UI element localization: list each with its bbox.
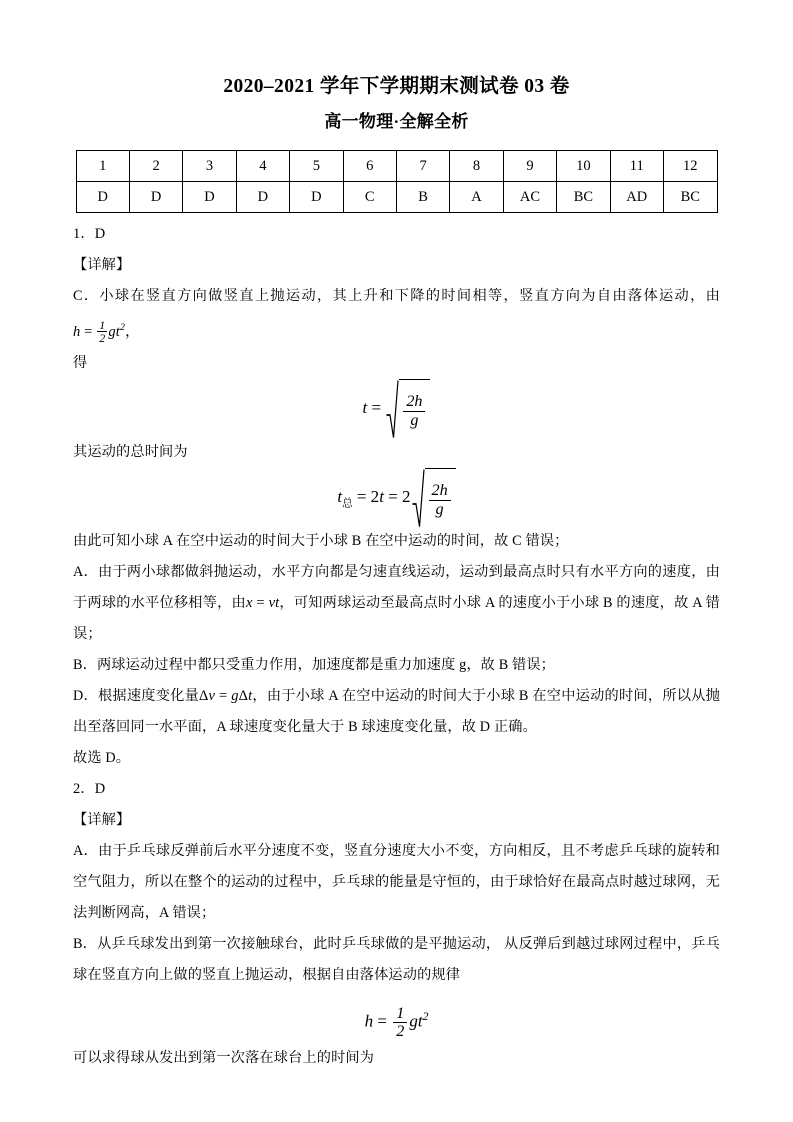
table-cell-qnum: 10 (557, 151, 610, 182)
table-cell-qnum: 1 (76, 151, 129, 182)
solution-1-paragraph-conclusion-c: 由此可知小球 A 在空中运动的时间大于小球 B 在空中运动的时间，故 C 错误； (73, 532, 569, 549)
table-cell-qnum: 7 (396, 151, 449, 182)
table-cell-answer: A (450, 182, 503, 213)
table-cell-qnum: 12 (663, 151, 717, 182)
solution-1-paragraph-total: 其运动的总时间为 (73, 443, 188, 460)
solution-1-paragraph-b: B．两球运动过程中都只受重力作用，加速度都是重力加速度 g，故 B 错误； (73, 656, 556, 673)
paragraph-text: ，可知两球运动至最高点时小球 A 的速度小于小球 B 的速度，故 A 错误； (73, 594, 720, 642)
display-equation-t-total: $t_总 = 2t = 2$ $\frac{2h}{g}$ (73, 468, 720, 526)
table-row-question-numbers (76, 151, 717, 182)
solution-1-final-answer: 故选 D。 (73, 749, 131, 766)
detail-label-2: 【详解】 (73, 811, 131, 828)
table-cell-answer: D (183, 182, 236, 213)
table-cell-answer: BC (557, 182, 610, 213)
solution-1-paragraph-c (73, 281, 720, 348)
table-cell-qnum: 5 (290, 151, 343, 182)
table-cell-answer: AC (503, 182, 556, 213)
table-cell-qnum: 3 (183, 151, 236, 182)
table-cell-answer: BC (663, 182, 717, 213)
paragraph-text: D．根据速度变化量 (73, 687, 200, 704)
inline-equation-h-gt2: h = $\frac{1}{2}$ $gt^2$ (73, 317, 126, 345)
solution-2-paragraph-a: A．由于乒乓球反弹前后水平分速度不变，竖直分速度大小不变，方向相反，且不考虑乒乓球的旋转和空气阻力，所以在整个的运动的过程中，乒乓球的能量是守恒的，由于球恰好在最高点时越过球网，无法判断网高，A 错误； (73, 842, 720, 921)
table-cell-answer: AD (610, 182, 663, 213)
table-cell-qnum: 9 (503, 151, 556, 182)
solution-1-paragraph-d (73, 681, 720, 743)
display-equation-h-gt2: h = $\frac{1}{2}$ $gt^2$ (364, 1004, 429, 1041)
solution-1-paragraph-de: 得 (73, 354, 88, 371)
table-cell-qnum: 8 (450, 151, 503, 182)
solution-heading-2: 2．D (73, 780, 106, 797)
table-cell-qnum: 4 (236, 151, 289, 182)
table-cell-answer: C (343, 182, 396, 213)
inline-equation-delta-v: Δv = gΔt (199, 687, 253, 704)
paragraph-text: ， (125, 323, 140, 340)
solution-2-paragraph-b: B．从乒乓球发出到第一次接触球台，此时乒乓球做的是平抛运动， 从反弹后到越过球网过程中，乒乓球在竖直方向上做的竖直上抛运动，根据自由落体运动的规律 (73, 935, 720, 983)
detail-label-1: 【详解】 (73, 257, 131, 273)
solution-2-paragraph-time: 可以求得球从发出到第一次落在球台上的时间为 (73, 1049, 375, 1066)
table-row-answers (76, 182, 717, 213)
solution-1-paragraph-a (73, 557, 720, 650)
table-cell-answer: D (236, 182, 289, 213)
table-cell-answer: B (396, 182, 449, 213)
solution-heading-1: 1．D (73, 226, 106, 242)
table-cell-qnum: 6 (343, 151, 396, 182)
paragraph-text: C．小球在竖直方向做竖直上抛运动，其上升和下降的时间相等，竖直方向为自由落体运动，由 (73, 288, 720, 304)
answer-key-table (76, 150, 718, 213)
table-cell-qnum: 2 (129, 151, 182, 182)
table-cell-answer: D (76, 182, 129, 213)
paragraph-text: ，由于小球 A 在空中运动的时间大于小球 B 在空中运动的时间，所以从抛出至落回同一水平面，A 球速度变化量大于 B 球速度变化量，故 D 正确。 (73, 687, 720, 735)
display-equation-t: t = $\frac{2h}{g}$ (73, 379, 720, 437)
paragraph-text: A．由于两小球都做斜抛运动，水平方向都是匀速直线运动，运动到最高点时只有水平方向的速度，由于两球的水平位移相等，由 (73, 563, 720, 611)
page-title: 2020–2021 学年下学期期末测试卷 03 卷 (223, 76, 570, 97)
table-cell-answer: D (129, 182, 182, 213)
table-cell-qnum: 11 (610, 151, 663, 182)
page-subtitle: 高一物理·全解全析 (324, 112, 469, 131)
inline-equation-x-vt: x = vt (245, 594, 280, 611)
table-cell-answer: D (290, 182, 343, 213)
radical-sign-icon (386, 379, 399, 439)
radical-sign-icon (412, 468, 425, 528)
